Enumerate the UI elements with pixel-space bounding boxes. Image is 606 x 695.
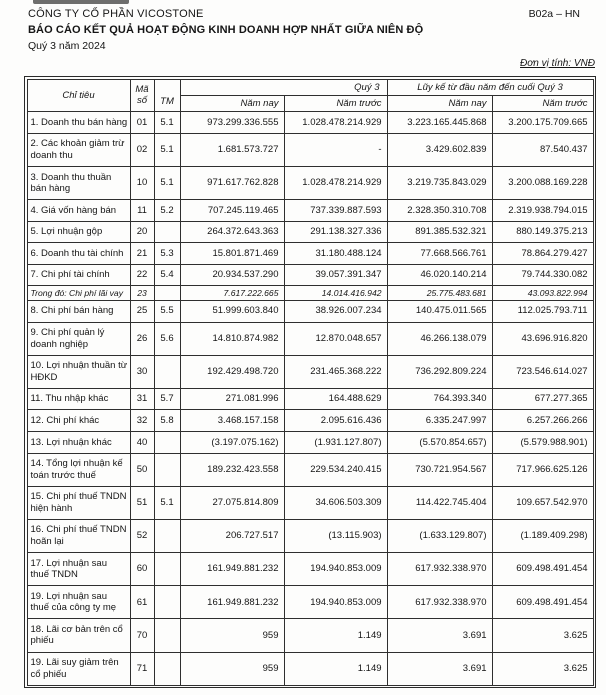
cell-ytd-current: 114.422.745.404 <box>387 486 492 519</box>
cell-ytd-current: 46.266.138.079 <box>387 322 492 355</box>
row-label: 15. Chi phí thuế TNDN hiện hành <box>27 486 130 519</box>
row-label: 19. Lãi suy giảm trên cổ phiếu <box>27 652 130 685</box>
cell-q3-prior: 14.014.416.942 <box>284 286 387 300</box>
table-row <box>27 221 593 243</box>
table-row <box>27 300 593 322</box>
cell-ytd-current: 46.020.140.214 <box>387 264 492 286</box>
row-label: 3. Doanh thu thuần bán hàng <box>27 167 130 200</box>
row-note <box>154 355 180 388</box>
row-note <box>154 553 180 586</box>
cell-ytd-prior: 717.966.625.126 <box>492 453 593 486</box>
row-code: 26 <box>130 322 154 355</box>
table-body <box>27 112 593 685</box>
cell-q3-prior: 291.138.327.336 <box>284 221 387 243</box>
col-header-q3-prior-year: Năm trước <box>284 95 387 111</box>
cell-ytd-current: 3.429.602.839 <box>387 133 492 166</box>
row-label: 14. Tổng lợi nhuận kế toán trước thuế <box>27 453 130 486</box>
row-label: 17. Lợi nhuận sau thuế TNDN <box>27 553 130 586</box>
cell-ytd-current: 3.219.735.843.029 <box>387 167 492 200</box>
cell-ytd-prior: (1.189.409.298) <box>492 519 593 552</box>
row-label: 8. Chi phí bán hàng <box>27 300 130 322</box>
row-code: 70 <box>130 619 154 652</box>
cell-q3-prior: (13.115.903) <box>284 519 387 552</box>
table-header <box>27 79 593 112</box>
table-row <box>27 453 593 486</box>
row-code: 25 <box>130 300 154 322</box>
row-code: 52 <box>130 519 154 552</box>
unit-label: Đơn vị tính: VNĐ <box>520 58 595 69</box>
row-code: 50 <box>130 453 154 486</box>
row-code: 22 <box>130 264 154 286</box>
cell-q3-prior: 12.870.048.657 <box>284 322 387 355</box>
income-statement-grid <box>27 79 594 686</box>
cell-q3-current: 206.727.517 <box>180 519 284 552</box>
table-row <box>27 388 593 410</box>
row-label: 2. Các khoản giảm trừ doanh thu <box>27 133 130 166</box>
table-row <box>27 432 593 454</box>
cell-ytd-current: 6.335.247.997 <box>387 410 492 432</box>
row-label: 13. Lợi nhuận khác <box>27 432 130 454</box>
cell-ytd-current: (5.570.854.657) <box>387 432 492 454</box>
form-code: B02a – HN <box>528 8 580 20</box>
row-note: 5.6 <box>154 322 180 355</box>
cell-ytd-current: 736.292.809.224 <box>387 355 492 388</box>
table-row <box>27 355 593 388</box>
row-label: 16. Chi phí thuế TNDN hoãn lại <box>27 519 130 552</box>
cell-q3-prior: 1.149 <box>284 619 387 652</box>
row-code: 32 <box>130 410 154 432</box>
col-header-ytd-current-year: Năm nay <box>387 95 492 111</box>
cell-ytd-prior: 79.744.330.082 <box>492 264 593 286</box>
row-note: 5.1 <box>154 486 180 519</box>
table-row <box>27 410 593 432</box>
cell-q3-prior: (1.931.127.807) <box>284 432 387 454</box>
cell-ytd-prior: 609.498.491.454 <box>492 553 593 586</box>
cell-ytd-prior: 677.277.365 <box>492 388 593 410</box>
cell-q3-current: 959 <box>180 652 284 685</box>
cell-q3-current: 192.429.498.720 <box>180 355 284 388</box>
row-code: 71 <box>130 652 154 685</box>
cell-q3-prior: - <box>284 133 387 166</box>
cell-ytd-current: 3.691 <box>387 619 492 652</box>
row-code: 51 <box>130 486 154 519</box>
row-note: 5.4 <box>154 264 180 286</box>
row-note: 5.1 <box>154 133 180 166</box>
row-label: Trong đó: Chi phí lãi vay <box>27 286 130 300</box>
row-note <box>154 221 180 243</box>
cell-ytd-prior: 109.657.542.970 <box>492 486 593 519</box>
table-row <box>27 133 593 166</box>
cell-ytd-prior: 3.625 <box>492 652 593 685</box>
table-row <box>27 200 593 222</box>
cell-q3-current: 959 <box>180 619 284 652</box>
company-name: CÔNG TY CỔ PHẦN VICOSTONE <box>28 8 204 20</box>
row-label: 4. Giá vốn hàng bán <box>27 200 130 222</box>
row-note <box>154 286 180 300</box>
col-header-code: Mã số <box>130 79 154 112</box>
col-header-q3-current-year: Năm nay <box>180 95 284 111</box>
cell-q3-current: 189.232.423.558 <box>180 453 284 486</box>
row-note: 5.3 <box>154 243 180 265</box>
table-row <box>27 286 593 300</box>
cell-ytd-current: 25.775.483.681 <box>387 286 492 300</box>
row-label: 7. Chi phí tài chính <box>27 264 130 286</box>
row-note <box>154 652 180 685</box>
cell-ytd-prior: 3.200.088.169.228 <box>492 167 593 200</box>
row-code: 23 <box>130 286 154 300</box>
row-note: 5.8 <box>154 410 180 432</box>
cell-q3-current: 3.468.157.158 <box>180 410 284 432</box>
table-row <box>27 586 593 619</box>
table-row <box>27 167 593 200</box>
cell-q3-prior: 38.926.007.234 <box>284 300 387 322</box>
row-note: 5.7 <box>154 388 180 410</box>
row-code: 30 <box>130 355 154 388</box>
row-code: 11 <box>130 200 154 222</box>
table-row <box>27 264 593 286</box>
cell-q3-prior: 737.339.887.593 <box>284 200 387 222</box>
row-note <box>154 586 180 619</box>
cell-q3-current: 20.934.537.290 <box>180 264 284 286</box>
cell-q3-prior: 231.465.368.222 <box>284 355 387 388</box>
col-header-criteria: Chỉ tiêu <box>27 79 130 112</box>
row-label: 12. Chi phí khác <box>27 410 130 432</box>
cell-ytd-current: 617.932.338.970 <box>387 553 492 586</box>
table-row <box>27 553 593 586</box>
row-label: 6. Doanh thu tài chính <box>27 243 130 265</box>
cell-ytd-prior: 6.257.266.266 <box>492 410 593 432</box>
cell-q3-prior: 229.534.240.415 <box>284 453 387 486</box>
row-code: 61 <box>130 586 154 619</box>
cell-ytd-prior: 2.319.938.794.015 <box>492 200 593 222</box>
row-label: 10. Lợi nhuận thuần từ HĐKD <box>27 355 130 388</box>
row-code: 20 <box>130 221 154 243</box>
cell-q3-current: 7.617.222.665 <box>180 286 284 300</box>
cell-ytd-current: 3.223.165.445.868 <box>387 112 492 134</box>
cell-ytd-prior: (5.579.988.901) <box>492 432 593 454</box>
row-note <box>154 619 180 652</box>
row-note <box>154 432 180 454</box>
cell-q3-prior: 164.488.629 <box>284 388 387 410</box>
cell-ytd-prior: 3.625 <box>492 619 593 652</box>
cell-q3-prior: 31.180.488.124 <box>284 243 387 265</box>
row-label: 18. Lãi cơ bản trên cổ phiếu <box>27 619 130 652</box>
cell-q3-current: 161.949.881.232 <box>180 553 284 586</box>
cell-q3-prior: 194.940.853.009 <box>284 586 387 619</box>
col-header-ytd-prior-year: Năm trước <box>492 95 593 111</box>
cell-q3-current: 264.372.643.363 <box>180 221 284 243</box>
cell-q3-prior: 1.149 <box>284 652 387 685</box>
cell-q3-current: 51.999.603.840 <box>180 300 284 322</box>
row-code: 31 <box>130 388 154 410</box>
document-header <box>28 8 578 52</box>
row-code: 40 <box>130 432 154 454</box>
row-code: 02 <box>130 133 154 166</box>
cell-ytd-current: 77.668.566.761 <box>387 243 492 265</box>
cell-q3-current: 707.245.119.465 <box>180 200 284 222</box>
cell-ytd-current: 3.691 <box>387 652 492 685</box>
row-label: 19. Lợi nhuận sau thuế của công ty mẹ <box>27 586 130 619</box>
cell-q3-current: 973.299.336.555 <box>180 112 284 134</box>
cell-ytd-prior: 3.200.175.709.665 <box>492 112 593 134</box>
row-note <box>154 453 180 486</box>
row-note: 5.5 <box>154 300 180 322</box>
cell-ytd-prior: 112.025.793.711 <box>492 300 593 322</box>
cell-ytd-prior: 880.149.375.213 <box>492 221 593 243</box>
table-row <box>27 652 593 685</box>
row-label: 11. Thu nhập khác <box>27 388 130 410</box>
cell-ytd-current: 730.721.954.567 <box>387 453 492 486</box>
row-code: 10 <box>130 167 154 200</box>
table-row <box>27 243 593 265</box>
cell-ytd-current: 2.328.350.310.708 <box>387 200 492 222</box>
cell-q3-prior: 194.940.853.009 <box>284 553 387 586</box>
table-row <box>27 619 593 652</box>
table-row <box>27 486 593 519</box>
cell-ytd-current: 617.932.338.970 <box>387 586 492 619</box>
col-group-q3: Quý 3 <box>180 79 387 95</box>
row-label: 9. Chi phí quản lý doanh nghiệp <box>27 322 130 355</box>
row-code: 01 <box>130 112 154 134</box>
cell-q3-current: 161.949.881.232 <box>180 586 284 619</box>
row-note: 5.2 <box>154 200 180 222</box>
report-title: BÁO CÁO KẾT QUẢ HOẠT ĐỘNG KINH DOANH HỢP NHẤT GIỮA NIÊN ĐỘ <box>28 24 424 36</box>
cell-q3-current: (3.197.075.162) <box>180 432 284 454</box>
cell-q3-prior: 2.095.616.436 <box>284 410 387 432</box>
cell-q3-current: 27.075.814.809 <box>180 486 284 519</box>
cell-q3-current: 14.810.874.982 <box>180 322 284 355</box>
cell-ytd-prior: 43.696.916.820 <box>492 322 593 355</box>
cell-ytd-current: 891.385.532.321 <box>387 221 492 243</box>
row-note: 5.1 <box>154 167 180 200</box>
cell-ytd-prior: 87.540.437 <box>492 133 593 166</box>
row-note: 5.1 <box>154 112 180 134</box>
table-row <box>27 519 593 552</box>
cell-q3-current: 971.617.762.828 <box>180 167 284 200</box>
cell-ytd-current: 764.393.340 <box>387 388 492 410</box>
row-code: 60 <box>130 553 154 586</box>
cell-ytd-prior: 723.546.614.027 <box>492 355 593 388</box>
cell-ytd-prior: 78.864.279.427 <box>492 243 593 265</box>
table-row <box>27 322 593 355</box>
cell-q3-current: 1.681.573.727 <box>180 133 284 166</box>
cell-ytd-prior: 609.498.491.454 <box>492 586 593 619</box>
cell-ytd-current: 140.475.011.565 <box>387 300 492 322</box>
row-code: 21 <box>130 243 154 265</box>
scan-artifact <box>33 0 129 4</box>
cell-q3-prior: 1.028.478.214.929 <box>284 167 387 200</box>
cell-ytd-prior: 43.093.822.994 <box>492 286 593 300</box>
table-row <box>27 112 593 134</box>
income-statement-table <box>24 76 596 688</box>
cell-q3-prior: 39.057.391.347 <box>284 264 387 286</box>
col-group-ytd: Lũy kế từ đầu năm đến cuối Quý 3 <box>387 79 593 95</box>
row-label: 1. Doanh thu bán hàng <box>27 112 130 134</box>
row-label: 5. Lợi nhuận gộp <box>27 221 130 243</box>
cell-q3-current: 15.801.871.469 <box>180 243 284 265</box>
report-period: Quý 3 năm 2024 <box>28 40 106 52</box>
col-header-note: TM <box>154 79 180 112</box>
cell-q3-prior: 34.606.503.309 <box>284 486 387 519</box>
cell-q3-current: 271.081.996 <box>180 388 284 410</box>
row-note <box>154 519 180 552</box>
cell-q3-prior: 1.028.478.214.929 <box>284 112 387 134</box>
cell-ytd-current: (1.633.129.807) <box>387 519 492 552</box>
